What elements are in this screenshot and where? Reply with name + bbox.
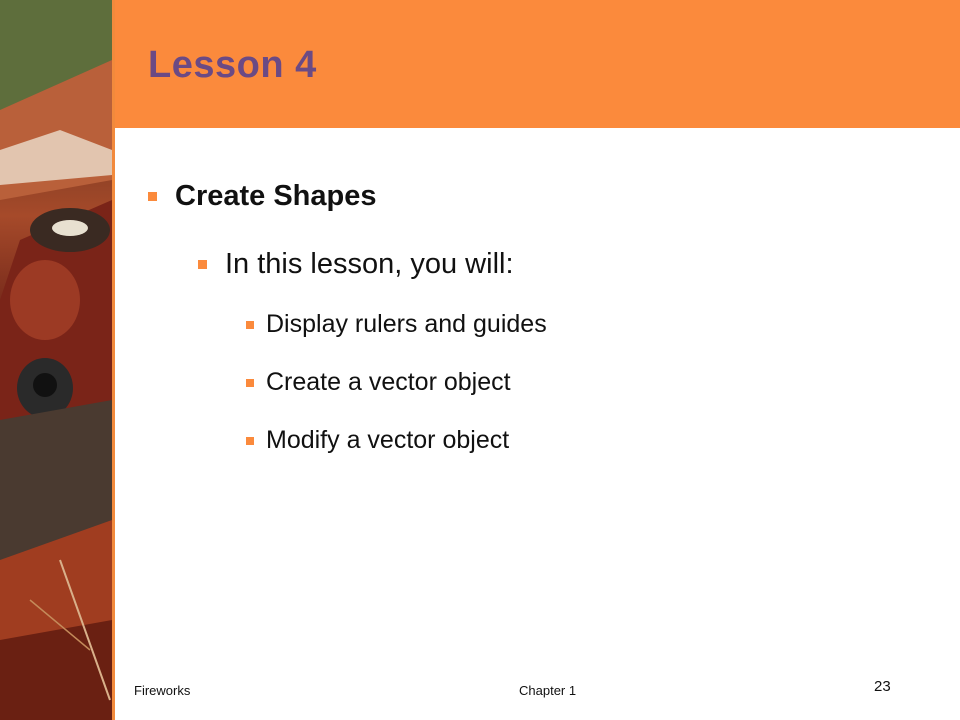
bullet-level1 [148,180,377,213]
slide-title: Lesson 4 [148,44,317,86]
square-bullet-icon [198,260,207,269]
bullet-level3-item [246,426,509,455]
bullet-level2 [198,248,514,281]
bullet-level3-item [246,368,511,397]
bullet-level2-text: In this lesson, you will: [225,248,514,280]
footer-chapter: Chapter 1 [519,683,577,698]
square-bullet-icon [148,192,157,201]
square-bullet-icon [246,379,254,387]
square-bullet-icon [246,321,254,329]
bullet-level3-text: Create a vector object [266,368,511,396]
bullet-level3-text: Display rulers and guides [266,310,547,338]
bullet-level1-text: Create Shapes [175,180,377,212]
page-number: 23 [874,678,891,695]
footer-course: Fireworks [134,683,191,698]
square-bullet-icon [246,437,254,445]
bullet-level3-item [246,310,547,339]
butterfly-photo [0,0,112,720]
bullet-level3-text: Modify a vector object [266,426,510,454]
butterfly-photo-art [0,0,112,720]
